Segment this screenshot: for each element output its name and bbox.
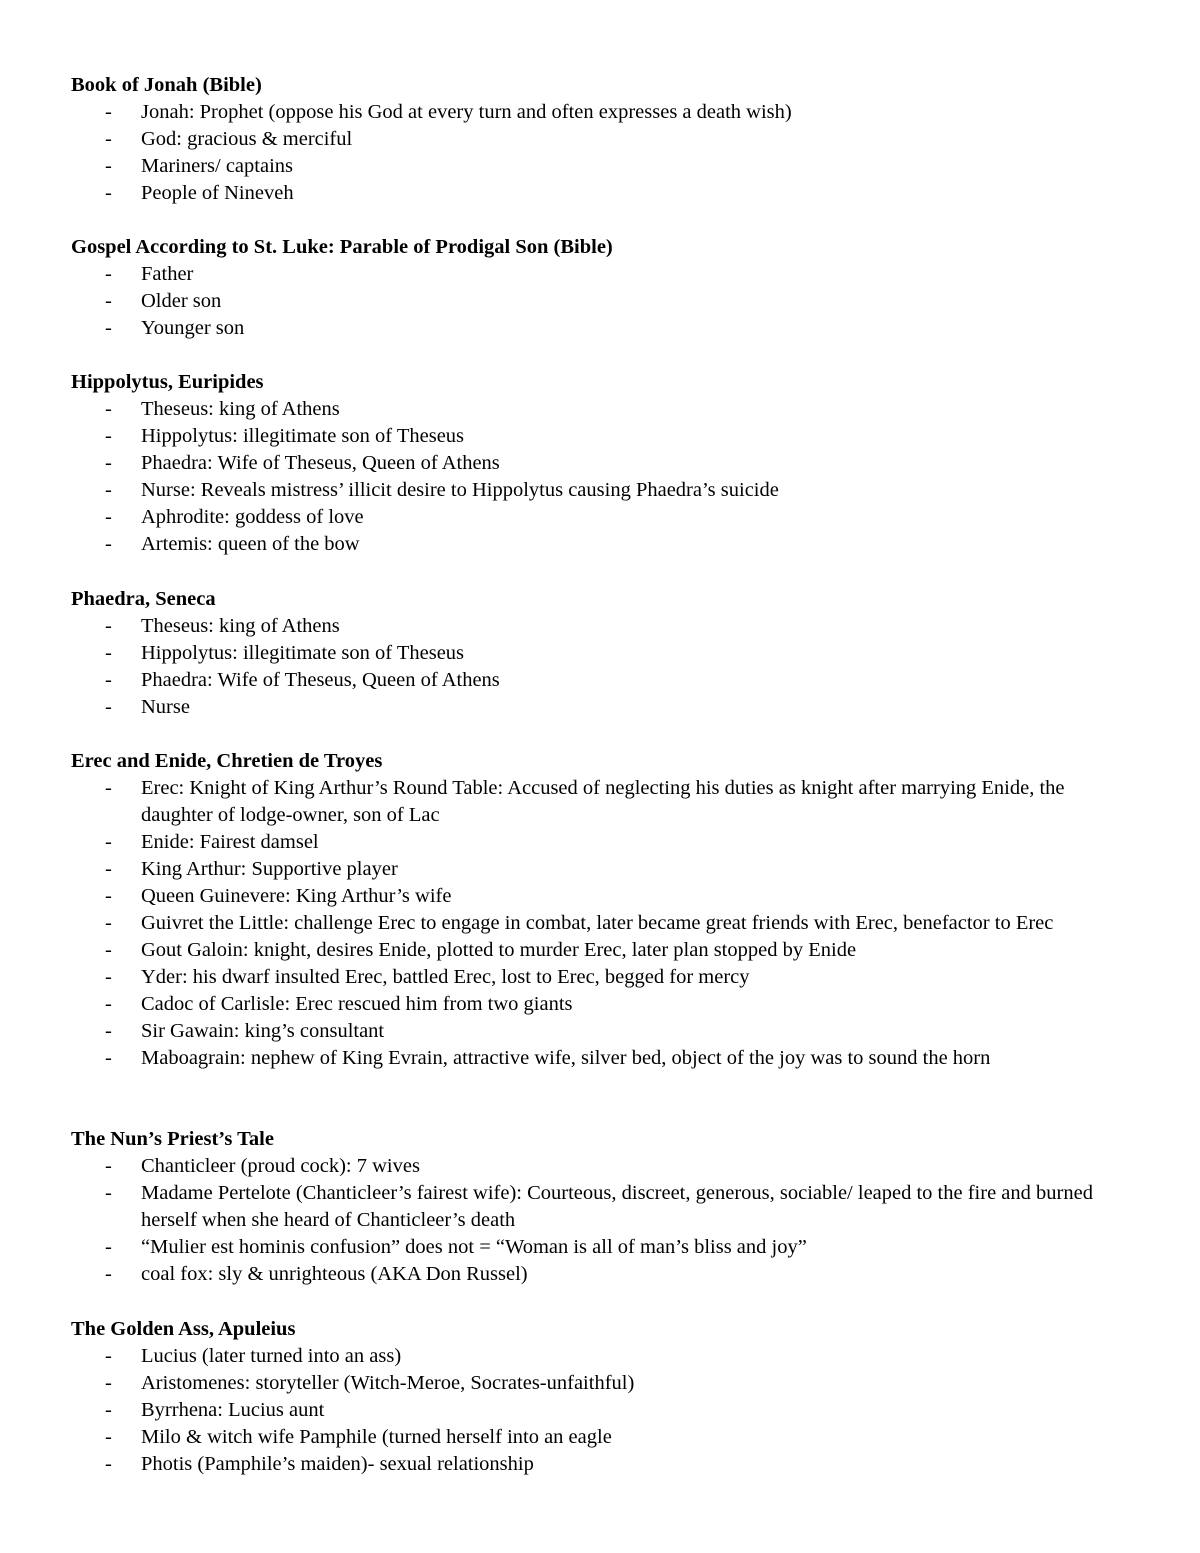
dash-bullet: - <box>105 912 112 934</box>
list-item <box>71 1397 1126 1424</box>
section-heading: Hippolytus, Euripides <box>71 371 264 393</box>
dash-bullet: - <box>105 885 112 907</box>
list-item-text: Cadoc of Carlisle: Erec rescued him from two giants <box>141 993 573 1015</box>
dash-bullet: - <box>105 263 112 285</box>
list-item <box>71 1261 1126 1288</box>
character-list <box>71 99 1151 207</box>
list-item <box>71 613 1126 640</box>
section-heading: Erec and Enide, Chretien de Troyes <box>71 750 383 772</box>
list-item-text: Queen Guinevere: King Arthur’s wife <box>141 885 452 907</box>
character-list <box>71 613 1151 721</box>
list-item <box>71 991 1126 1018</box>
list-item-text: Hippolytus: illegitimate son of Theseus <box>141 425 465 447</box>
list-item-text: Erec: Knight of King Arthur’s Round Table: Accused of neglecting his duties as knight after marrying Enide, the daughter of lodge-owner, son of Lac <box>141 777 1065 826</box>
list-item-text: Artemis: queen of the bow <box>141 533 360 555</box>
dash-bullet: - <box>105 479 112 501</box>
dash-bullet: - <box>105 1426 112 1448</box>
list-item-text: God: gracious & merciful <box>141 128 353 150</box>
section-nuns-priests-tale <box>71 1126 1151 1288</box>
list-item <box>71 1018 1126 1045</box>
list-item-text: Byrrhena: Lucius aunt <box>141 1399 325 1421</box>
list-item <box>71 396 1126 423</box>
dash-bullet: - <box>105 398 112 420</box>
dash-bullet: - <box>105 1399 112 1421</box>
section-golden-ass <box>71 1316 1151 1478</box>
list-item <box>71 1234 1126 1261</box>
list-item-text: Hippolytus: illegitimate son of Theseus <box>141 642 465 664</box>
list-item-text: Jonah: Prophet (oppose his God at every turn and often expresses a death wish) <box>141 101 792 123</box>
list-item-text: Younger son <box>141 317 245 339</box>
section-book-of-jonah <box>71 72 1151 207</box>
list-item <box>71 1451 1126 1478</box>
list-item-text: Theseus: king of Athens <box>141 615 340 637</box>
list-item-text: Gout Galoin: knight, desires Enide, plotted to murder Erec, later plan stopped by Enide <box>141 939 857 961</box>
list-item-text: Theseus: king of Athens <box>141 398 340 420</box>
dash-bullet: - <box>105 615 112 637</box>
section-phaedra-seneca <box>71 586 1151 721</box>
dash-bullet: - <box>105 1020 112 1042</box>
list-item <box>71 1424 1126 1451</box>
dash-bullet: - <box>105 1155 112 1177</box>
character-list <box>71 1153 1151 1288</box>
dash-bullet: - <box>105 101 112 123</box>
list-item <box>71 964 1126 991</box>
list-item-text: Madame Pertelote (Chanticleer’s fairest wife): Courteous, discreet, generous, sociable/ leaped to the fire and burned herself when she heard of Chanticleer’s death <box>141 1182 1093 1231</box>
section-hippolytus-euripides <box>71 369 1151 558</box>
dash-bullet: - <box>105 1345 112 1367</box>
list-item <box>71 640 1126 667</box>
list-item-text: Father <box>141 263 194 285</box>
dash-bullet: - <box>105 696 112 718</box>
dash-bullet: - <box>105 425 112 447</box>
character-list <box>71 775 1151 1072</box>
list-item <box>71 1343 1126 1370</box>
list-item-text: Chanticleer (proud cock): 7 wives <box>141 1155 420 1177</box>
list-item-text: Nurse <box>141 696 190 718</box>
list-item-text: Enide: Fairest damsel <box>141 831 319 853</box>
list-item-text: “Mulier est hominis confusion” does not = “Woman is all of man’s bliss and joy” <box>141 1236 807 1258</box>
list-item <box>71 261 1126 288</box>
list-item <box>71 153 1126 180</box>
character-list <box>71 261 1151 342</box>
list-item-text: coal fox: sly & unrighteous (AKA Don Russel) <box>141 1263 528 1285</box>
list-item <box>71 288 1126 315</box>
character-list <box>71 1343 1151 1478</box>
list-item-text: Aphrodite: goddess of love <box>141 506 364 528</box>
dash-bullet: - <box>105 858 112 880</box>
list-item <box>71 883 1126 910</box>
dash-bullet: - <box>105 939 112 961</box>
dash-bullet: - <box>105 506 112 528</box>
dash-bullet: - <box>105 317 112 339</box>
dash-bullet: - <box>105 1453 112 1475</box>
dash-bullet: - <box>105 1047 112 1069</box>
dash-bullet: - <box>105 128 112 150</box>
dash-bullet: - <box>105 155 112 177</box>
list-item <box>71 667 1126 694</box>
section-gospel-luke <box>71 234 1151 342</box>
dash-bullet: - <box>105 290 112 312</box>
character-list <box>71 396 1151 558</box>
list-item <box>71 315 1126 342</box>
list-item-text: Aristomenes: storyteller (Witch-Meroe, Socrates-unfaithful) <box>141 1372 635 1394</box>
dash-bullet: - <box>105 182 112 204</box>
section-heading: Phaedra, Seneca <box>71 588 216 610</box>
list-item-text: People of Nineveh <box>141 182 294 204</box>
list-item <box>71 126 1126 153</box>
dash-bullet: - <box>105 452 112 474</box>
list-item <box>71 694 1126 721</box>
list-item <box>71 477 1126 504</box>
list-item <box>71 1370 1126 1397</box>
list-item-text: Phaedra: Wife of Theseus, Queen of Athens <box>141 669 500 691</box>
list-item-text: Guivret the Little: challenge Erec to engage in combat, later became great friends with Erec, benefactor to Erec <box>141 912 1054 934</box>
list-item <box>71 775 1126 829</box>
list-item <box>71 856 1126 883</box>
list-item-text: Lucius (later turned into an ass) <box>141 1345 402 1367</box>
list-item <box>71 504 1126 531</box>
dash-bullet: - <box>105 533 112 555</box>
list-item-text: Older son <box>141 290 222 312</box>
list-item <box>71 910 1126 937</box>
list-item-text: Milo & witch wife Pamphile (turned herself into an eagle <box>141 1426 612 1448</box>
section-heading: The Golden Ass, Apuleius <box>71 1318 296 1340</box>
list-item-text: Phaedra: Wife of Theseus, Queen of Athens <box>141 452 500 474</box>
section-erec-and-enide <box>71 748 1151 1072</box>
list-item-text: King Arthur: Supportive player <box>141 858 398 880</box>
list-item <box>71 1045 1126 1072</box>
list-item-text: Yder: his dwarf insulted Erec, battled Erec, lost to Erec, begged for mercy <box>141 966 750 988</box>
list-item <box>71 1153 1126 1180</box>
dash-bullet: - <box>105 1236 112 1258</box>
section-heading: The Nun’s Priest’s Tale <box>71 1128 274 1150</box>
list-item <box>71 531 1126 558</box>
dash-bullet: - <box>105 1263 112 1285</box>
dash-bullet: - <box>105 966 112 988</box>
list-item <box>71 99 1126 126</box>
list-item <box>71 450 1126 477</box>
list-item-text: Sir Gawain: king’s consultant <box>141 1020 385 1042</box>
list-item <box>71 423 1126 450</box>
list-item-text: Maboagrain: nephew of King Evrain, attractive wife, silver bed, object of the joy was to sound the horn <box>141 1047 991 1069</box>
list-item-text: Nurse: Reveals mistress’ illicit desire to Hippolytus causing Phaedra’s suicide <box>141 479 779 501</box>
dash-bullet: - <box>105 1182 112 1204</box>
dash-bullet: - <box>105 642 112 664</box>
dash-bullet: - <box>105 993 112 1015</box>
list-item <box>71 829 1126 856</box>
dash-bullet: - <box>105 831 112 853</box>
dash-bullet: - <box>105 669 112 691</box>
section-heading: Gospel According to St. Luke: Parable of Prodigal Son (Bible) <box>71 236 613 258</box>
list-item-text: Mariners/ captains <box>141 155 293 177</box>
dash-bullet: - <box>105 1372 112 1394</box>
list-item <box>71 937 1126 964</box>
section-heading: Book of Jonah (Bible) <box>71 74 262 96</box>
list-item <box>71 180 1126 207</box>
list-item-text: Photis (Pamphile’s maiden)- sexual relationship <box>141 1453 534 1475</box>
dash-bullet: - <box>105 777 112 799</box>
list-item <box>71 1180 1126 1234</box>
